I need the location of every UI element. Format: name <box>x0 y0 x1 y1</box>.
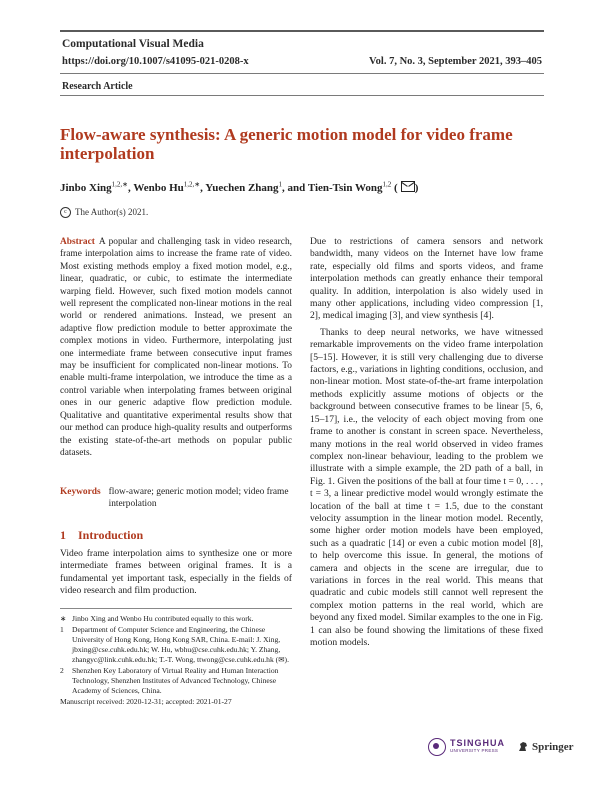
top-rule <box>60 30 544 32</box>
doi-link[interactable]: https://doi.org/10.1007/s41095-021-0208-x <box>62 56 249 67</box>
tsinghua-logo <box>428 738 505 756</box>
section-heading <box>60 528 143 543</box>
author-separator: , <box>128 182 134 194</box>
author-separator: , and <box>282 182 308 194</box>
header-rule-bottom <box>60 95 544 96</box>
abstract <box>60 236 292 459</box>
author-name: Yuechen Zhang <box>205 182 279 194</box>
right-column <box>310 236 543 649</box>
footnote-rule <box>60 608 292 609</box>
tsinghua-seal-icon <box>428 738 446 756</box>
copyright-text: The Author(s) 2021. <box>75 207 149 217</box>
paren-close: ) <box>414 182 419 194</box>
footnote-mark: 2 <box>60 666 64 675</box>
footnote-text: Shenzhen Key Laboratory of Virtual Reality and Human Interaction Technology, Shenzhen Institutes of Advanced Technology, Chinese Academy of Sciences, China. <box>72 666 279 695</box>
footnotes <box>60 614 292 707</box>
journal-name: Computational Visual Media <box>62 38 204 50</box>
footnote-mark: ∗ <box>60 614 67 623</box>
publisher-logos <box>428 738 574 756</box>
author-affiliation: 1,2,∗ <box>111 180 129 189</box>
received-dates: Manuscript received: 2020-12-31; accepted: 2021-01-27 <box>60 697 232 706</box>
keywords-label: Keywords <box>60 487 101 497</box>
author-name: Jinbo Xing <box>60 182 112 194</box>
footnote <box>60 614 292 624</box>
article-type: Research Article <box>62 81 133 92</box>
copyright-icon: c <box>60 207 71 218</box>
body-paragraph: Due to restrictions of camera sensors and network bandwidth, many videos on the Internet have low frame rate, especially old films and sports videos, and frame interpolation methods can greatly enhance their temporal quality. In addition, interpolation is also widely used in many other applications, including video compression [1, 2], medical imaging [3], and view synthesis [4]. <box>310 236 543 322</box>
footnote-text: Department of Computer Science and Engineering, the Chinese University of Hong Kong, Hong Kong SAR, China. E-mail: J. Xing, jbxing@cse.cuhk.edu.hk; W. Hu, wbhu@cse.cuhk.edu.hk; Y. Zhang, zhangyc@link.cuhk.edu.hk; T.-T. Wong, ttwong@cse.cuhk.edu.hk (✉). <box>72 625 289 664</box>
paren-open: ( <box>394 182 398 194</box>
springer-horse-icon <box>517 741 529 753</box>
footnote <box>60 666 292 696</box>
volume-info: Vol. 7, No. 3, September 2021, 393–405 <box>369 56 542 67</box>
envelope-icon[interactable] <box>401 181 415 192</box>
abstract-label: Abstract <box>60 237 95 247</box>
tsinghua-sub: UNIVERSITY PRESS <box>450 748 499 753</box>
section-title: Introduction <box>78 528 144 542</box>
intro-paragraph <box>60 548 292 598</box>
abstract-text: A popular and challenging task in video research, frame interpolation aims to increase the frame rate of video. Most existing methods employ a fixed motion model, e.g., linear, quadratic, or cubic, to estimate the intermediate warping field. However, such fixed motion models cannot well represent the complicated non-linear motions in the real world or rendered animations. Instead, we present an adaptive flow prediction module to better approximate the complex motions in video. Furthermore, interpolating just one intermediate frame between consecutive input frames may be insufficient for complicated non-linear motions. To enable multi-frame interpolation, we introduce the time as a control variable when interpolating frames between original ones in our generic adaptive flow prediction module. Qualitative and quantitative experimental results show that our method can produce high-quality results and outperforms the existing state-of-the-art methods on popular public datasets. <box>60 237 292 458</box>
tsinghua-name: TSINGHUA <box>450 738 505 748</box>
springer-name: Springer <box>532 741 574 753</box>
author-separator: , <box>200 182 206 194</box>
author-list <box>60 180 418 194</box>
header-rule <box>60 73 544 74</box>
author-affiliation: 1 <box>278 180 283 189</box>
author-name: Tien-Tsin Wong <box>307 182 383 194</box>
footnote-mark: 1 <box>60 625 64 634</box>
footnote <box>60 625 292 665</box>
footnote-text: Jinbo Xing and Wenbo Hu contributed equally to this work. <box>72 614 254 623</box>
intro-text: Video frame interpolation aims to synthesize one or more intermediate frames between original frames. It is a fundamental yet important task, especially in the fields of video research and film production. <box>60 548 292 597</box>
keywords <box>60 486 292 511</box>
paper-title: Flow-aware synthesis: A generic motion model for video frame interpolation <box>60 125 513 163</box>
copyright-notice <box>60 207 148 218</box>
author-affiliation: 1,2,∗ <box>183 180 201 189</box>
section-number: 1 <box>60 528 66 542</box>
keywords-text: flow-aware; generic motion model; video frame interpolation <box>108 487 289 510</box>
author-affiliation: 1,2 <box>382 180 392 189</box>
author-name: Wenbo Hu <box>133 182 184 194</box>
body-paragraph: Thanks to deep neural networks, we have witnessed remarkable improvements on the video frame interpolation [5–15]. However, it is still very challenging due to diverse factors, e.g., variations in lighting conditions, occlusion, and non-linear motion. Most state-of-the-art frame interpolation methods explicitly assume motions of objects or the background between consecutive frames to be linear [5, 6, 15–17], i.e., the velocity of each object moving from one frame to another is constant in screen space. Nevertheless, many motions in the real world observed in video frames complex non-linear behaviour, leading to the problem we illustrate with a simple example, the 2D path of a ball, in Fig. 1. Given the positions of the ball at four time t = 0, . . . , t = 3, a linear predictive model would wrongly estimate the location of the ball at time t = 1.5, due to the constant velocity assumption in the linear motion model. Recently, some higher order motion models have been employed, such as a quadratic [14] or even a cubic motion model [8], to help overcome this issue. In general, the motions of camera and objects in the scene are irregular, due to variations in forces in the real world. This means that quadratic and cubic models still cannot well represent the complex motion patterns in the real world, which are beyond any fixed model. Similar examples to the one in Fig. 1 can also be found showing the limitations of these fixed motion models. <box>310 326 543 648</box>
springer-logo <box>517 741 574 753</box>
